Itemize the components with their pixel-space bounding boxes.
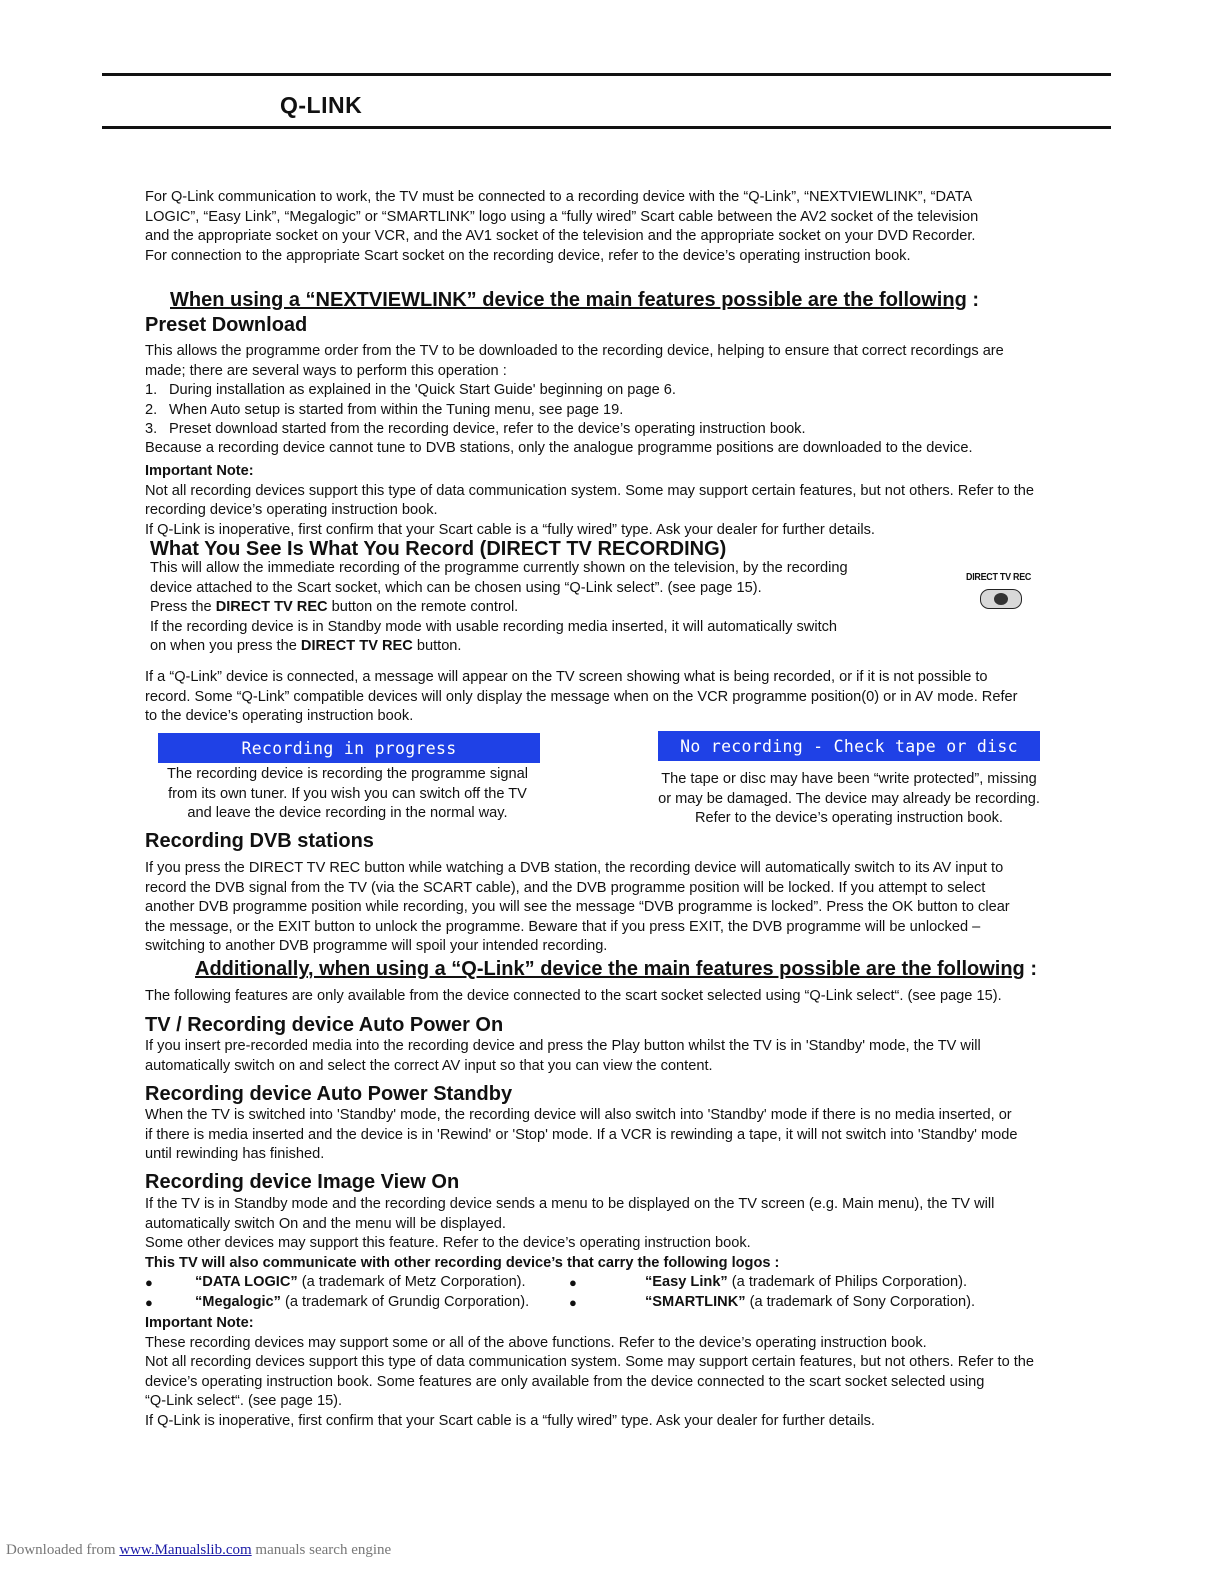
logo-row [145,1273,1067,1293]
important-note-2 [145,1314,1067,1432]
message-paragraph [145,668,1067,727]
logo-note: (a trademark of Grundig Corporation). [280,1293,530,1310]
logo-name: “Megalogic” [195,1293,281,1310]
intro-line: and the appropriate socket on your VCR, and the AV1 socket of the television and the appropriate socket on your DVD Recorder. [145,228,976,245]
footer-link[interactable]: www.Manualslib.com [119,1542,252,1558]
footer-prefix: Downloaded from [6,1542,120,1558]
qlink-heading-text: Additionally, when using a “Q-Link” device the main features possible are the following [195,958,1025,980]
direct-rec-line: device attached to the Scart socket, which can be chosen using “Q-Link select”. (see page 15). [150,579,762,596]
preset-download-title: Preset Download [145,314,308,336]
list-item [145,401,1067,421]
image-view-on-paragraph [145,1195,1067,1273]
standby-suffix: button. [412,638,462,655]
preset-intro-line: This allows the programme order from the TV to be downloaded to the recording device, helping to ensure that correct recordings are [145,343,1004,359]
auto-power-line: If you insert pre-recorded media into the recording device and press the Play button whilst the TV is in 'Standby' mode, the TV will [145,1038,981,1054]
nextviewlink-heading [170,289,979,312]
qlink-heading [195,958,1037,981]
step-number: 1. [145,382,158,398]
important-note-line: If Q-Link is inoperative, first confirm that your Scart cable is a “fully wired” type. Ask your dealer for further details. [145,1412,875,1429]
direct-tv-rec-name: DIRECT TV REC [300,638,413,655]
logo-item [195,1273,526,1293]
intro-line: For connection to the appropriate Scart socket on the recording device, refer to the device’s operating instruction book. [145,247,911,264]
step-text: During installation as explained in the 'Quick Start Guide' beginning on page 6. [169,382,676,398]
logo-item [645,1273,967,1293]
caption-line: The recording device is recording the programme signal [167,766,528,782]
dvb-download-note-line: Because a recording device cannot tune to DVB stations, only the analogue programme positions are downloaded to the device. [145,440,973,456]
list-item [145,420,1067,440]
logo-note: (a trademark of Sony Corporation). [745,1293,976,1310]
message-line: to the device’s operating instruction book. [145,708,414,725]
intro-paragraph [145,188,1067,266]
qlink-intro-line: The following features are only available from the device connected to the scart socket selected using “Q-Link select“. (see page 15). [145,988,1002,1004]
bullet-icon: ● [145,1275,153,1290]
logo-name: “Easy Link” [645,1274,728,1290]
footer [6,1542,391,1559]
direct-tv-rec-name: DIRECT TV REC [215,599,328,616]
preset-intro-line: made; there are several ways to perform this operation : [145,362,507,379]
caption-line: and leave the device recording in the normal way. [187,805,508,822]
qlink-intro [145,987,1067,1007]
caption-line: Refer to the device’s operating instruction book. [694,810,1003,827]
logo-row [145,1293,1067,1313]
heading-colon: : [1030,958,1037,980]
direct-tv-rec-button-icon [980,589,1022,609]
important-note-line: Not all recording devices support this type of data communication system. Some may support certain features, but not others. Refer to the [145,482,1035,499]
preset-intro [145,342,1067,381]
important-note-line: These recording devices may support some or all of the above functions. Refer to the device’s operating instruction book. [145,1334,927,1351]
important-note-line: “Q-Link select“. (see page 15). [145,1393,343,1410]
logo-name: “SMARTLINK” [645,1293,746,1310]
bullet-icon: ● [569,1275,577,1290]
image-view-line: Some other devices may support this feature. Refer to the device’s operating instruction book. [145,1235,751,1252]
press-prefix: Press the [150,599,216,616]
auto-power-standby-title: Recording device Auto Power Standby [145,1083,513,1105]
page-title: Q-LINK [280,92,363,118]
standby-line: if there is media inserted and the device is in 'Rewind' or 'Stop' mode. If a VCR is rewinding a tape, it will not switch into 'Standby' mode [145,1126,1018,1143]
auto-power-on-paragraph [145,1037,1067,1076]
important-note-label: Important Note: [145,463,254,479]
osd-right-caption [628,770,1070,829]
standby-prefix: on when you press the [150,638,301,655]
important-note-line: device’s operating instruction book. Some features are only available from the device connected to the scart socket selected using [145,1373,985,1390]
direct-rec-line: This will allow the immediate recording of the programme currently shown on the television, by the recording [150,560,848,576]
auto-power-on-title: TV / Recording device Auto Power On [145,1014,504,1036]
auto-power-line: automatically switch on and select the correct AV input so that you can view the content. [145,1057,713,1074]
logos-intro: This TV will also communicate with other recording device’s that carry the following logos : [145,1254,780,1271]
direct-rec-standby-line [150,637,895,657]
logo-item [645,1293,975,1313]
direct-rec-press-line [150,598,895,618]
image-view-line: If the TV is in Standby mode and the recording device sends a menu to be displayed on the TV screen (e.g. Main menu), the TV will [145,1196,995,1212]
step-text: When Auto setup is started from within the Tuning menu, see page 19. [169,401,624,418]
standby-line: until rewinding has finished. [145,1146,325,1163]
dvb-line: another DVB programme position while recording, you will see the message “DVB programme is locked”. Press the OK button to clear [145,899,1010,916]
dvb-line: record the DVB signal from the TV (via the SCART cable), and the DVB programme position will be locked. If you attempt to select [145,879,986,896]
caption-line: from its own tuner. If you wish you can switch off the TV [168,785,527,802]
caption-line: The tape or disc may have been “write protected”, missing [661,771,1037,787]
heading-colon: : [972,289,980,311]
logo-note: (a trademark of Philips Corporation). [727,1274,968,1290]
message-line: If a “Q-Link” device is connected, a message will appear on the TV screen showing what is being recorded, or if it is not possible to [145,669,988,685]
nextviewlink-heading-text: When using a “NEXTVIEWLINK” device the main features possible are the following [170,289,967,311]
step-text: Preset download started from the recording device, refer to the device’s operating instruction book. [169,421,806,438]
preset-steps-list [145,381,1067,440]
important-note-label: Important Note: [145,1315,254,1331]
logo-name: “DATA LOGIC” [195,1274,298,1290]
step-number: 2. [145,401,158,418]
image-view-on-title: Recording device Image View On [145,1171,460,1193]
direct-tv-rec-label: DIRECT TV REC [966,571,1032,583]
direct-tv-recording-title: What You See Is What You Record (DIRECT TV RECORDING) [150,538,727,560]
direct-rec-line: If the recording device is in Standby mode with usable recording media inserted, it will automatically switch [150,618,838,635]
logo-note: (a trademark of Metz Corporation). [297,1274,526,1290]
important-note-1 [145,462,1067,540]
osd-no-recording: No recording - Check tape or disc [658,731,1040,761]
header-bottom-rule [102,126,1111,129]
important-note-line: Not all recording devices support this type of data communication system. Some may support certain features, but not others. Refer to the [145,1354,1035,1371]
header-top-rule [102,73,1111,76]
logos-list [145,1273,1067,1312]
osd-left-caption [145,765,550,824]
logo-item [195,1293,529,1313]
list-item [145,381,1067,401]
important-note-line: recording device’s operating instruction book. [145,502,438,519]
dvb-line: If you press the DIRECT TV REC button while watching a DVB station, the recording device will automatically switch to its AV input to [145,860,1004,876]
bullet-icon: ● [145,1294,153,1310]
auto-power-standby-paragraph [145,1106,1067,1165]
intro-line: For Q-Link communication to work, the TV must be connected to a recording device with the “Q-Link”, “NEXTVIEWLINK”, “DATA [145,189,973,205]
dvb-line: switching to another DVB programme will spoil your intended recording. [145,938,608,955]
press-suffix: button on the remote control. [327,599,519,616]
image-view-line: automatically switch On and the menu will be displayed. [145,1215,506,1232]
direct-rec-paragraph [150,559,895,657]
direct-tv-rec-remote-figure [966,571,1038,609]
intro-line: LOGIC”, “Easy Link”, “Megalogic” or “SMARTLINK” logo using a “fully wired” Scart cable between the AV2 socket of the television [145,208,979,225]
dvb-download-note [145,439,1067,459]
recording-dvb-title: Recording DVB stations [145,830,374,852]
footer-suffix: manuals search engine [251,1542,392,1558]
important-note-line: If Q-Link is inoperative, first confirm that your Scart cable is a “fully wired” type. Ask your dealer for further details. [145,521,875,538]
step-number: 3. [145,421,158,438]
message-line: record. Some “Q-Link” compatible devices will only display the message when on the VCR programme position(0) or in AV mode. Refer [145,688,1018,705]
caption-line: or may be damaged. The device may already be recording. [658,790,1040,807]
dvb-line: the message, or the EXIT button to unlock the programme. Beware that if you press EXIT, the DVB programme will be unlocked – [145,918,981,935]
recording-dvb-paragraph [145,859,1067,957]
standby-line: When the TV is switched into 'Standby' mode, the recording device will also switch into 'Standby' mode if there is no media inserted, or [145,1107,1012,1123]
osd-recording-in-progress: Recording in progress [158,733,540,763]
bullet-icon: ● [569,1294,577,1310]
